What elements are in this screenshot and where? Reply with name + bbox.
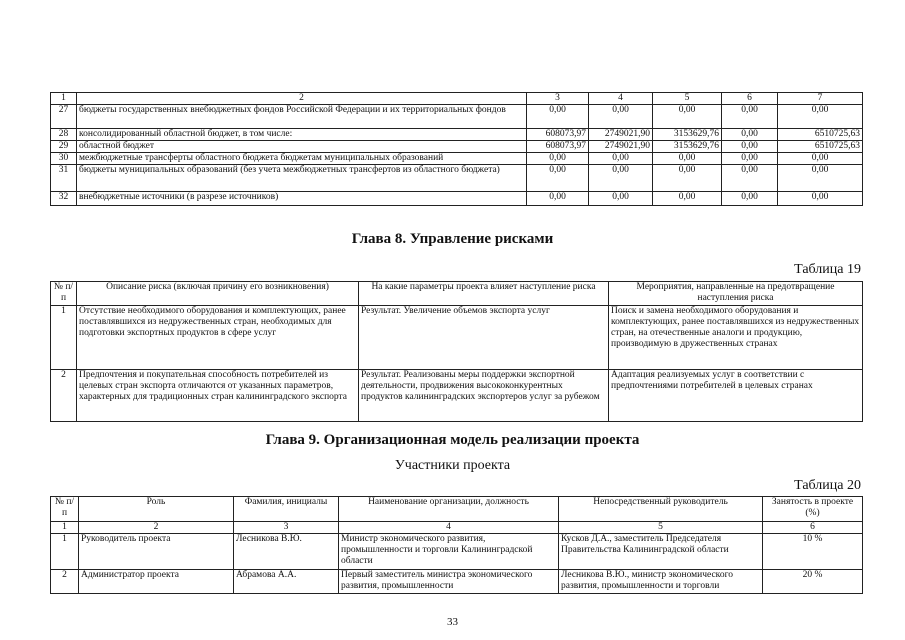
budget-col-3: 3: [527, 93, 589, 105]
table-row: [51, 306, 863, 370]
row-number: 1: [51, 306, 77, 370]
cell-value: 2749021,90: [589, 141, 653, 153]
risk-description: Предпочтения и покупательная способность потребителей из целевых стран экспорта отличаются от указанных параметров, характерных для традиционных стран калининградского экспорта: [77, 370, 359, 422]
header-num: № п/п: [51, 497, 79, 522]
cell-value: 0,00: [778, 192, 863, 206]
table-row: [51, 192, 863, 206]
table-row: [51, 370, 863, 422]
mitigation: Адаптация реализуемых услуг в соответствии с предпочтениями потребителей в целевых странах: [609, 370, 863, 422]
table20-label: Таблица 20: [794, 478, 861, 493]
cell-value: 0,00: [722, 165, 778, 192]
header-employment: Занятость в проекте (%): [763, 497, 863, 522]
cell-value: 0,00: [778, 165, 863, 192]
budget-col-2: 2: [77, 93, 527, 105]
cell-value: 2749021,90: [589, 129, 653, 141]
row-number: 32: [51, 192, 77, 206]
table19-label: Таблица 19: [794, 262, 861, 277]
participant-manager: Лесникова В.Ю., министр экономического развития, промышленности и торговли: [559, 570, 763, 594]
row-description: областной бюджет: [77, 141, 527, 153]
risk-description: Отсутствие необходимого оборудования и комплектующих, ранее поставлявшихся из недружественных стран, необходимых для подготовки экспортных продуктов в сфере услуг: [77, 306, 359, 370]
col-number: 3: [234, 522, 339, 534]
participants-table: [50, 496, 863, 594]
table-row: [51, 129, 863, 141]
budget-col-1: 1: [51, 93, 77, 105]
col-number: 1: [51, 522, 79, 534]
header-manager: Непосредственный руководитель: [559, 497, 763, 522]
table-row: [51, 570, 863, 594]
chapter8-title: Глава 8. Управление рисками: [351, 231, 554, 247]
cell-value: 3153629,76: [653, 141, 722, 153]
cell-value: 6510725,63: [778, 141, 863, 153]
budget-header-row: [51, 93, 863, 105]
cell-value: 0,00: [722, 129, 778, 141]
table-row: [51, 534, 863, 570]
table-row: [51, 141, 863, 153]
participants-subtitle: Участники проекта: [394, 458, 511, 473]
cell-value: 0,00: [722, 192, 778, 206]
cell-value: 0,00: [778, 105, 863, 129]
cell-value: 608073,97: [527, 141, 589, 153]
participants-header-row: [51, 497, 863, 522]
mitigation: Поиск и замена необходимого оборудования и комплектующих, ранее поставлявшихся из недружественных стран, на отечественные аналоги и продукцию, производимую в дружественных странах: [609, 306, 863, 370]
risk-table: [50, 281, 863, 422]
header-role: Роль: [79, 497, 234, 522]
row-number: 2: [51, 570, 79, 594]
participant-employment: 10 %: [763, 534, 863, 570]
cell-value: 0,00: [527, 165, 589, 192]
cell-value: 0,00: [722, 105, 778, 129]
affected-params: Результат. Увеличение объемов экспорта услуг: [359, 306, 609, 370]
cell-value: 0,00: [589, 153, 653, 165]
cell-value: 0,00: [589, 105, 653, 129]
participant-organization: Министр экономического развития, промышленности и торговли Калининградской области: [339, 534, 559, 570]
participant-organization: Первый заместитель министра экономического развития, промышленности: [339, 570, 559, 594]
budget-col-5: 5: [653, 93, 722, 105]
row-number: 1: [51, 534, 79, 570]
row-description: бюджеты государственных внебюджетных фондов Российской Федерации и их территориальных фондов: [77, 105, 527, 129]
col-number: 4: [339, 522, 559, 534]
cell-value: 0,00: [589, 192, 653, 206]
row-description: внебюджетные источники (в разрезе источников): [77, 192, 527, 206]
cell-value: 0,00: [589, 165, 653, 192]
col-number: 6: [763, 522, 863, 534]
cell-value: 0,00: [527, 153, 589, 165]
cell-value: 0,00: [653, 153, 722, 165]
budget-col-7: 7: [778, 93, 863, 105]
budget-table: [50, 92, 863, 206]
cell-value: 0,00: [527, 192, 589, 206]
risk-header-row: [51, 282, 863, 306]
header-organization: Наименование организации, должность: [339, 497, 559, 522]
row-number: 29: [51, 141, 77, 153]
cell-value: 0,00: [722, 153, 778, 165]
header-affected-params: На какие параметры проекта влияет наступление риска: [359, 282, 609, 306]
row-description: бюджеты муниципальных образований (без учета межбюджетных трансфертов из областного бюджета): [77, 165, 527, 192]
table-row: [51, 105, 863, 129]
row-number: 28: [51, 129, 77, 141]
chapter9-title: Глава 9. Организационная модель реализации проекта: [265, 432, 640, 448]
row-number: 30: [51, 153, 77, 165]
table-row: [51, 165, 863, 192]
page-number: 33: [447, 616, 458, 628]
cell-value: 0,00: [653, 192, 722, 206]
col-number: 2: [79, 522, 234, 534]
row-description: межбюджетные трансферты областного бюджета бюджетам муниципальных образований: [77, 153, 527, 165]
participant-role: Руководитель проекта: [79, 534, 234, 570]
participant-name: Лесникова В.Ю.: [234, 534, 339, 570]
cell-value: 0,00: [527, 105, 589, 129]
header-num: № п/п: [51, 282, 77, 306]
participant-manager: Кусков Д.А., заместитель Председателя Правительства Калининградской области: [559, 534, 763, 570]
header-risk-description: Описание риска (включая причину его возникновения): [77, 282, 359, 306]
participant-employment: 20 %: [763, 570, 863, 594]
cell-value: 6510725,63: [778, 129, 863, 141]
budget-col-4: 4: [589, 93, 653, 105]
cell-value: 0,00: [653, 105, 722, 129]
cell-value: 3153629,76: [653, 129, 722, 141]
col-number: 5: [559, 522, 763, 534]
table-row: [51, 153, 863, 165]
affected-params: Результат. Реализованы меры поддержки экспортной деятельности, продвижения высококонкурентных продуктов калининградских экспортеров услуг за рубежом: [359, 370, 609, 422]
cell-value: 608073,97: [527, 129, 589, 141]
row-number: 31: [51, 165, 77, 192]
cell-value: 0,00: [778, 153, 863, 165]
cell-value: 0,00: [722, 141, 778, 153]
row-number: 2: [51, 370, 77, 422]
budget-col-6: 6: [722, 93, 778, 105]
participant-name: Абрамова А.А.: [234, 570, 339, 594]
header-mitigation: Мероприятия, направленные на предотвращение наступления риска: [609, 282, 863, 306]
column-numbers-row: [51, 522, 863, 534]
participant-role: Администратор проекта: [79, 570, 234, 594]
cell-value: 0,00: [653, 165, 722, 192]
row-description: консолидированный областной бюджет, в том числе:: [77, 129, 527, 141]
row-number: 27: [51, 105, 77, 129]
header-name: Фамилия, инициалы: [234, 497, 339, 522]
